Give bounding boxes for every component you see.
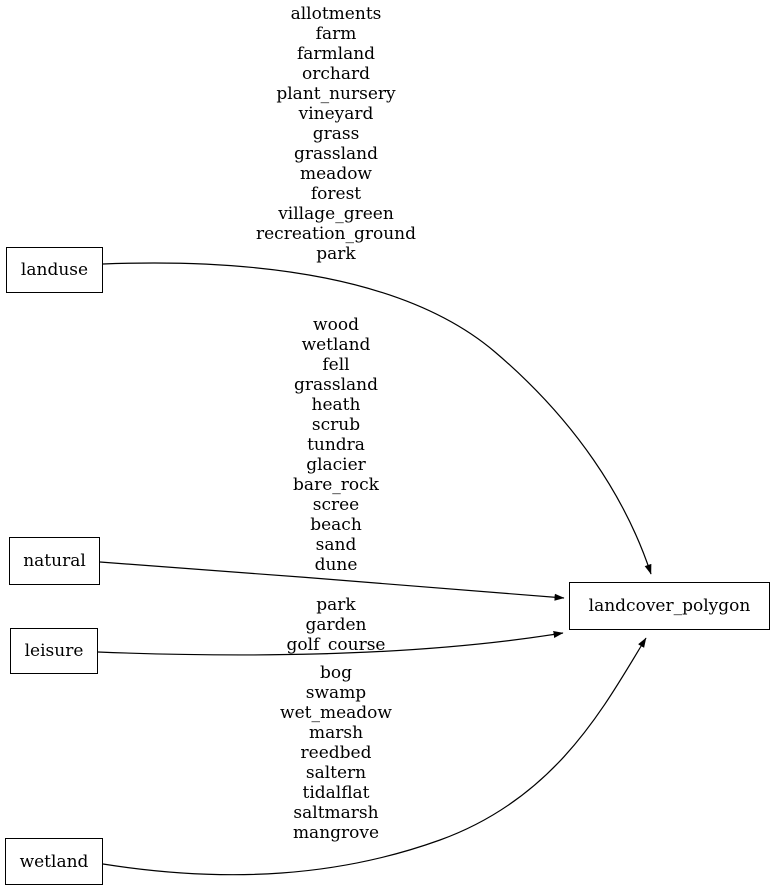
node-landuse-label: landuse xyxy=(20,260,89,280)
edge-value: wood xyxy=(313,315,359,335)
edge-value: wet_meadow xyxy=(280,703,392,723)
edge-value: marsh xyxy=(308,723,364,743)
edge-value: grassland xyxy=(294,144,378,164)
edge-natural-values xyxy=(86,315,586,575)
edge-wetland-values xyxy=(86,663,586,843)
edge-value: bog xyxy=(320,663,352,683)
edge-value: vineyard xyxy=(298,104,374,124)
edge-value: recreation_ground xyxy=(255,224,416,244)
edge-value: dune xyxy=(314,555,358,575)
edge-value: plant_nursery xyxy=(276,84,396,104)
node-landcover-polygon-label: landcover_polygon xyxy=(588,596,751,616)
edge-value: bare_rock xyxy=(293,475,379,495)
edge-leisure-values xyxy=(86,595,586,655)
edge-value: swamp xyxy=(305,683,367,703)
node-leisure-label: leisure xyxy=(24,641,84,661)
edge-value: golf_course xyxy=(286,635,386,655)
edge-value: village_green xyxy=(278,204,394,224)
node-wetland xyxy=(5,838,103,885)
edge-value: park xyxy=(316,244,356,264)
edge-value: fell xyxy=(322,355,350,375)
node-wetland-label: wetland xyxy=(19,851,89,872)
edge-value: tundra xyxy=(307,435,365,455)
node-landcover-polygon xyxy=(569,582,770,630)
edge-value: meadow xyxy=(300,164,372,184)
edge-value: saltmarsh xyxy=(293,803,379,823)
edge-value: reedbed xyxy=(300,743,372,763)
edge-value: farmland xyxy=(296,44,376,64)
edge-value: grass xyxy=(312,124,360,144)
node-leisure xyxy=(10,628,98,674)
edge-value: scrub xyxy=(311,415,361,435)
edge-value: garden xyxy=(305,615,367,635)
node-landuse xyxy=(6,247,103,293)
edge-value: saltern xyxy=(305,763,367,783)
edge-value: beach xyxy=(310,515,362,535)
edge-landuse-values xyxy=(86,4,586,264)
edge-value: grassland xyxy=(294,375,378,395)
edge-value: heath xyxy=(311,395,361,415)
edge-value: allotments xyxy=(290,4,382,24)
edge-value: park xyxy=(316,595,356,615)
edge-value: mangrove xyxy=(292,823,380,843)
node-natural xyxy=(9,537,100,585)
edge-value: sand xyxy=(315,535,357,555)
node-natural-label: natural xyxy=(23,551,86,571)
edge-value: glacier xyxy=(306,455,366,475)
edge-value: orchard xyxy=(302,64,370,84)
edge-value: scree xyxy=(312,495,360,515)
edge-value: farm xyxy=(315,24,357,44)
edge-value: tidalflat xyxy=(302,783,370,803)
edge-value: wetland xyxy=(301,335,371,355)
edge-value: forest xyxy=(310,184,362,204)
